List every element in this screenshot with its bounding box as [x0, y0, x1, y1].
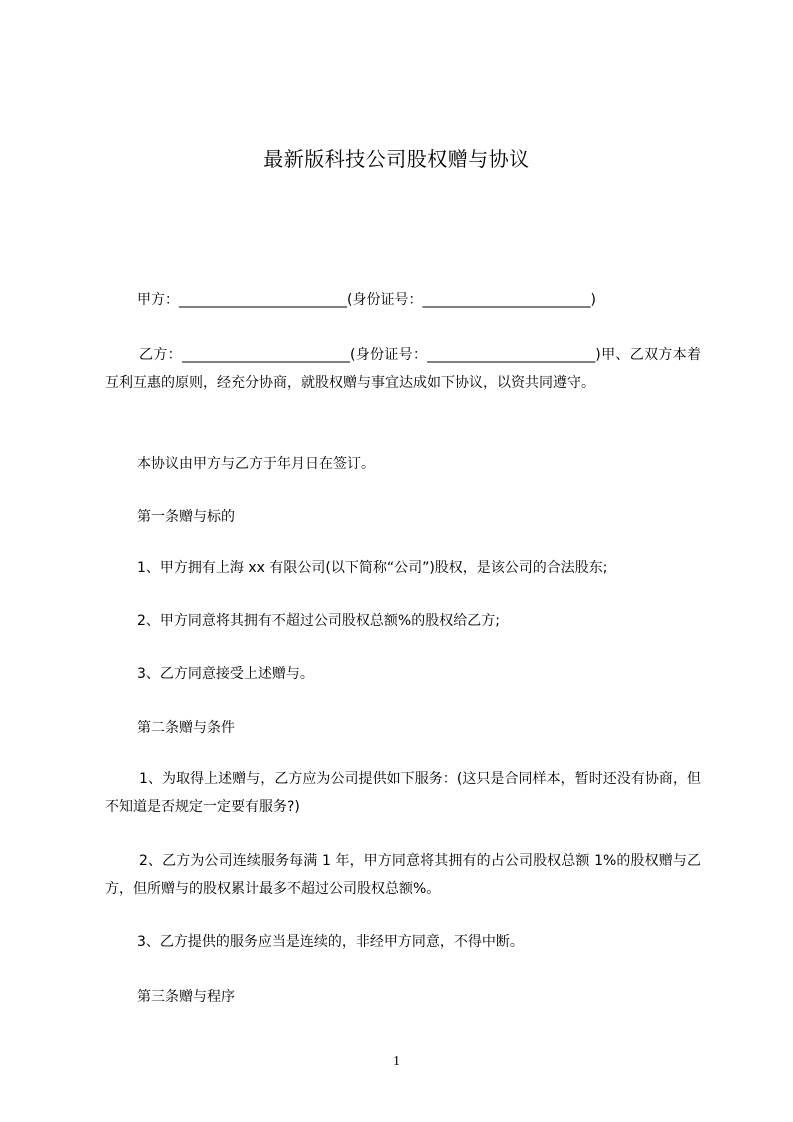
party-a-line: 甲方：________________________(身份证号：________________________): [137, 292, 596, 308]
article1-item2: 2、甲方同意将其拥有不超过公司股权总额%的股权给乙方;: [137, 613, 500, 629]
party-b-paragraph: 乙方：________________________(身份证号：________________________)甲、乙双方本着互利互惠的原则，经充分协商，就股权赠与事宜达成如下协议，以资共同遵守。: [105, 347, 701, 391]
document-title: 最新版科技公司股权赠与协议: [263, 147, 530, 171]
signing-statement: 本协议由甲方与乙方于年月日在签订。: [137, 456, 375, 472]
article2-item3: 3、乙方提供的服务应当是连续的，非经甲方同意，不得中断。: [137, 934, 524, 950]
article2-item1: 1、为取得上述赠与，乙方应为公司提供如下服务：(这只是合同样本，暂时还没有协商，但不知道是否规定一定要有服务?): [105, 771, 701, 815]
article1-item3: 3、乙方同意接受上述赠与。: [137, 666, 314, 682]
article1-heading: 第一条赠与标的: [137, 509, 235, 525]
page-number: 1: [393, 1054, 400, 1069]
article3-heading: 第三条赠与程序: [137, 989, 235, 1005]
article2-heading: 第二条赠与条件: [137, 720, 235, 736]
article2-item2: 2、乙方为公司连续服务每满 1 年，甲方同意将其拥有的占公司股权总额 1%的股权赠与乙方，但所赠与的股权累计最多不超过公司股权总额%。: [105, 853, 701, 897]
article1-item1: 1、甲方拥有上海 xx 有限公司(以下简称“公司”)股权，是该公司的合法股东;: [137, 560, 608, 576]
